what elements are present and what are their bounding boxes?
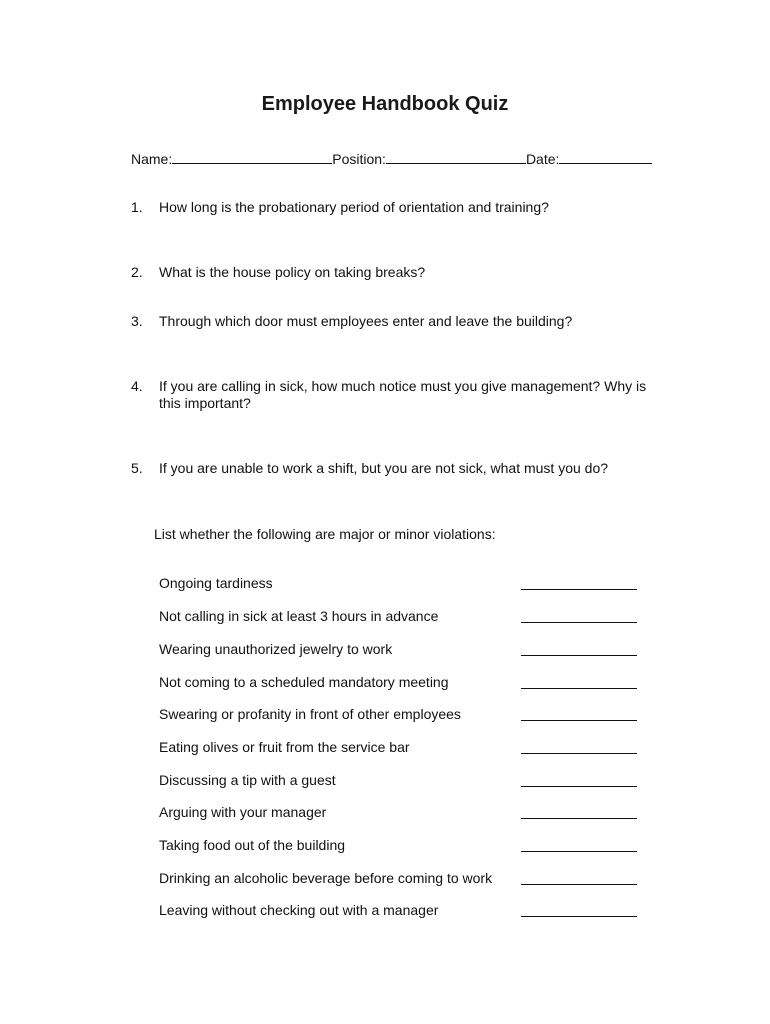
question-text: How long is the probationary period of orientation and training? xyxy=(159,199,549,215)
question-1 xyxy=(131,199,651,216)
violation-item xyxy=(159,870,639,890)
answer-blank[interactable] xyxy=(521,720,637,721)
violation-text: Wearing unauthorized jewelry to work xyxy=(159,641,393,657)
answer-blank[interactable] xyxy=(521,655,637,656)
answer-blank[interactable] xyxy=(521,786,637,787)
violation-item xyxy=(159,641,639,661)
answer-blank[interactable] xyxy=(521,851,637,852)
question-number: 2. xyxy=(131,264,143,280)
violation-item xyxy=(159,674,639,694)
violation-item xyxy=(159,608,639,628)
question-2 xyxy=(131,264,651,281)
answer-blank[interactable] xyxy=(521,818,637,819)
header-fields xyxy=(131,149,652,168)
violation-text: Arguing with your manager xyxy=(159,804,327,820)
violation-item xyxy=(159,739,639,759)
question-text: What is the house policy on taking breaks? xyxy=(159,264,426,280)
page-title: Employee Handbook Quiz xyxy=(261,93,509,115)
violation-text: Eating olives or fruit from the service bar xyxy=(159,739,410,755)
answer-blank[interactable] xyxy=(521,589,637,590)
question-text: Through which door must employees enter and leave the building? xyxy=(159,313,573,329)
violation-text: Swearing or profanity in front of other employees xyxy=(159,706,461,722)
question-4 xyxy=(131,378,651,412)
answer-blank[interactable] xyxy=(521,884,637,885)
answer-blank[interactable] xyxy=(521,688,637,689)
question-number: 1. xyxy=(131,199,143,215)
question-5 xyxy=(131,460,651,477)
question-number: 5. xyxy=(131,460,143,476)
violations-intro: List whether the following are major or minor violations: xyxy=(154,526,496,542)
name-blank[interactable] xyxy=(172,149,332,164)
violation-text: Not calling in sick at least 3 hours in advance xyxy=(159,608,439,624)
question-number: 4. xyxy=(131,378,143,394)
date-blank[interactable] xyxy=(559,149,652,164)
answer-blank[interactable] xyxy=(521,916,637,917)
answer-blank[interactable] xyxy=(521,753,637,754)
question-text: If you are unable to work a shift, but you are not sick, what must you do? xyxy=(159,460,609,476)
violation-text: Not coming to a scheduled mandatory meeting xyxy=(159,674,449,690)
violation-text: Ongoing tardiness xyxy=(159,575,273,591)
violation-text: Leaving without checking out with a manager xyxy=(159,902,439,918)
violation-text: Taking food out of the building xyxy=(159,837,346,853)
question-3 xyxy=(131,313,651,330)
answer-blank[interactable] xyxy=(521,622,637,623)
violation-item xyxy=(159,575,639,595)
position-blank[interactable] xyxy=(386,149,526,164)
violation-item xyxy=(159,804,639,824)
name-label: Name: xyxy=(131,151,173,167)
violation-item xyxy=(159,706,639,726)
violation-item xyxy=(159,902,639,922)
violation-text: Discussing a tip with a guest xyxy=(159,772,336,788)
violation-item xyxy=(159,772,639,792)
date-label: Date: xyxy=(525,151,560,167)
position-label: Position: xyxy=(332,151,386,167)
question-text: If you are calling in sick, how much notice must you give management? Why is this important? xyxy=(159,378,647,411)
question-number: 3. xyxy=(131,313,143,329)
violation-item xyxy=(159,837,639,857)
violation-text: Drinking an alcoholic beverage before coming to work xyxy=(159,870,493,886)
